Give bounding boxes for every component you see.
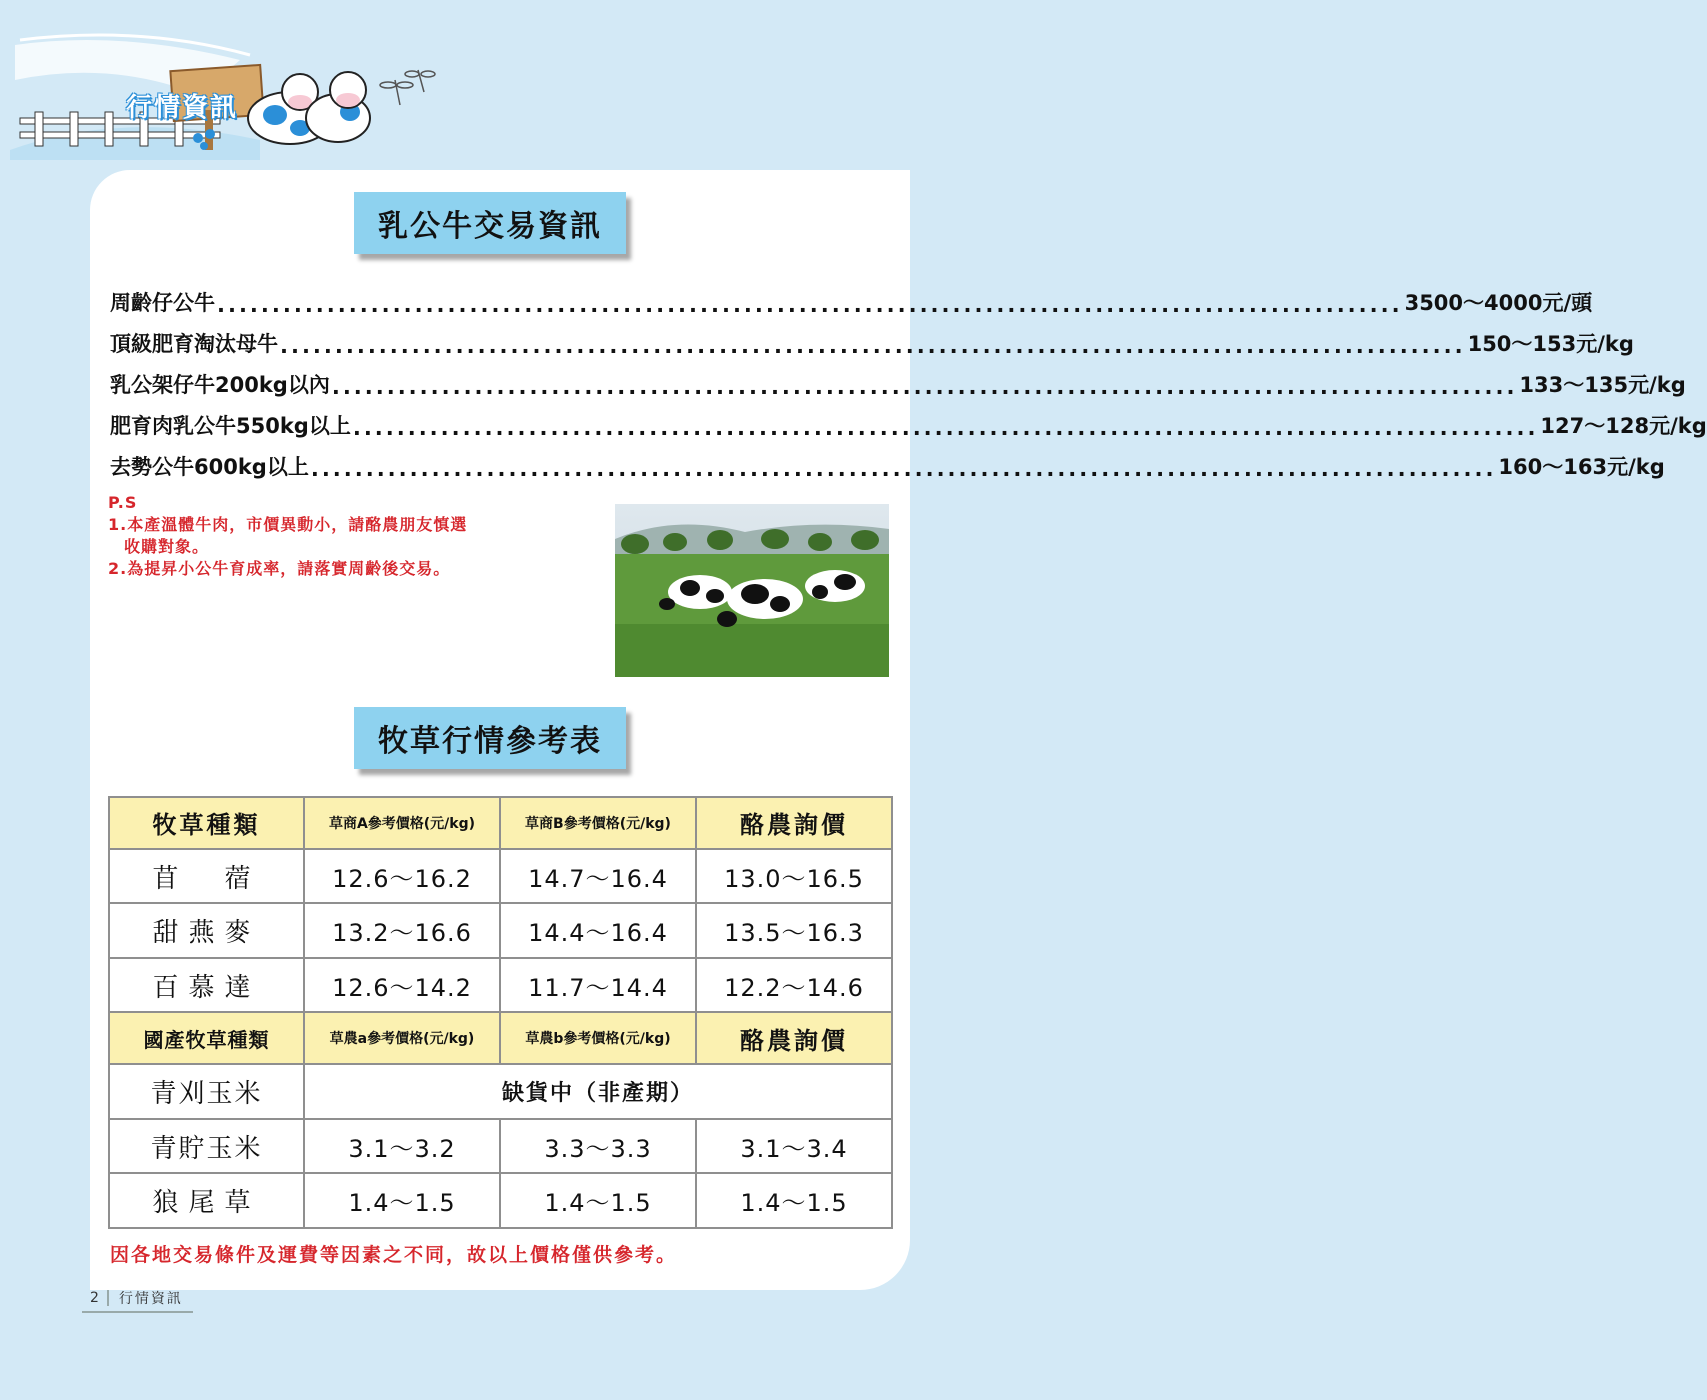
table-header-row [109, 797, 892, 849]
price-row [110, 365, 1686, 399]
header-cell: 草農a參考價格(元/kg) [304, 1012, 500, 1064]
price-label: 周齡仔公牛 [110, 291, 215, 315]
dragonfly-icon [380, 70, 435, 105]
notes [108, 492, 608, 580]
leader-dots: ............................................................................................................ [310, 457, 1497, 481]
price-cell: 13.2～16.6 [304, 903, 500, 958]
forage-price-table [108, 796, 893, 1229]
status-cell: 缺貨中（非產期） [304, 1064, 892, 1119]
price-label: 肥育肉乳公牛550kg以上 [110, 414, 351, 438]
forage-name: 狼尾草 [109, 1173, 304, 1228]
notes-ps: P.S [108, 493, 138, 512]
price-cell: 1.4～1.5 [696, 1173, 892, 1228]
footer-title: 行情資訊 [118, 1291, 183, 1307]
table-row [109, 1173, 892, 1228]
price-cell: 12.6～14.2 [304, 958, 500, 1013]
table-row [109, 903, 892, 958]
forage-name: 百慕達 [109, 958, 304, 1013]
disclaimer: 因各地交易條件及運費等因素之不同，故以上價格僅供參考。 [110, 1244, 678, 1266]
page-footer [82, 1285, 193, 1313]
header-cell: 草商A參考價格(元/kg) [304, 797, 500, 849]
table-row [109, 849, 892, 904]
price-value: 160～163元/kg [1498, 455, 1665, 479]
section-title-forage-table: 牧草行情參考表 [354, 707, 626, 769]
price-cell: 1.4～1.5 [304, 1173, 500, 1228]
header-cell: 牧草種類 [109, 797, 304, 849]
forage-name: 青刈玉米 [109, 1064, 304, 1119]
price-label: 去勢公牛600kg以上 [110, 455, 309, 479]
table-row [109, 1064, 892, 1119]
header-illustration [0, 0, 460, 170]
price-label: 頂級肥育淘汰母牛 [110, 332, 278, 356]
price-cell: 1.4～1.5 [500, 1173, 696, 1228]
leader-dots: ............................................................................................................ [331, 375, 1518, 399]
price-row [110, 447, 1665, 481]
price-cell: 14.4～16.4 [500, 903, 696, 958]
price-value: 127～128元/kg [1540, 414, 1707, 438]
price-cell: 3.3～3.3 [500, 1119, 696, 1174]
section-title-bull-trade: 乳公牛交易資訊 [354, 192, 626, 254]
price-row [110, 283, 1593, 317]
page-number: 2 [82, 1290, 109, 1306]
price-value: 150～153元/kg [1467, 332, 1634, 356]
header-cell: 國產牧草種類 [109, 1012, 304, 1064]
price-row [110, 406, 1707, 440]
table-row [109, 958, 892, 1013]
forage-name: 青貯玉米 [109, 1119, 304, 1174]
header-cell: 酪農詢價 [696, 797, 892, 849]
note-1-cont: 收購對象。 [124, 537, 210, 556]
header-cell: 草農b參考價格(元/kg) [500, 1012, 696, 1064]
price-value: 3500～4000元/頭 [1404, 291, 1593, 315]
cows-grazing-photo [615, 504, 889, 677]
price-cell: 11.7～14.4 [500, 958, 696, 1013]
price-cell: 12.6～16.2 [304, 849, 500, 904]
note-2: 2.為提昇小公牛育成率，請落實周齡後交易。 [108, 559, 451, 578]
leader-dots: ............................................................................................................ [352, 416, 1539, 440]
leader-dots: ............................................................................................................ [217, 293, 1403, 317]
price-cell: 3.1～3.4 [696, 1119, 892, 1174]
leader-dots: ............................................................................................................ [280, 334, 1466, 358]
forage-name: 甜燕麥 [109, 903, 304, 958]
price-cell: 13.0～16.5 [696, 849, 892, 904]
header-cell: 酪農詢價 [696, 1012, 892, 1064]
forage-name: 苜 蓿 [109, 849, 304, 904]
price-cell: 3.1～3.2 [304, 1119, 500, 1174]
price-value: 133～135元/kg [1519, 373, 1686, 397]
table-row [109, 1119, 892, 1174]
price-cell: 13.5～16.3 [696, 903, 892, 958]
table-header-row [109, 1012, 892, 1064]
note-1: 1.本產溫體牛肉，市價異動小，請酪農朋友慎選 [108, 515, 468, 534]
price-row [110, 324, 1634, 358]
header-title: 行情資訊 [126, 93, 239, 123]
price-label: 乳公架仔牛200kg以內 [110, 373, 330, 397]
price-cell: 12.2～14.6 [696, 958, 892, 1013]
header-cell: 草商B參考價格(元/kg) [500, 797, 696, 849]
price-cell: 14.7～16.4 [500, 849, 696, 904]
